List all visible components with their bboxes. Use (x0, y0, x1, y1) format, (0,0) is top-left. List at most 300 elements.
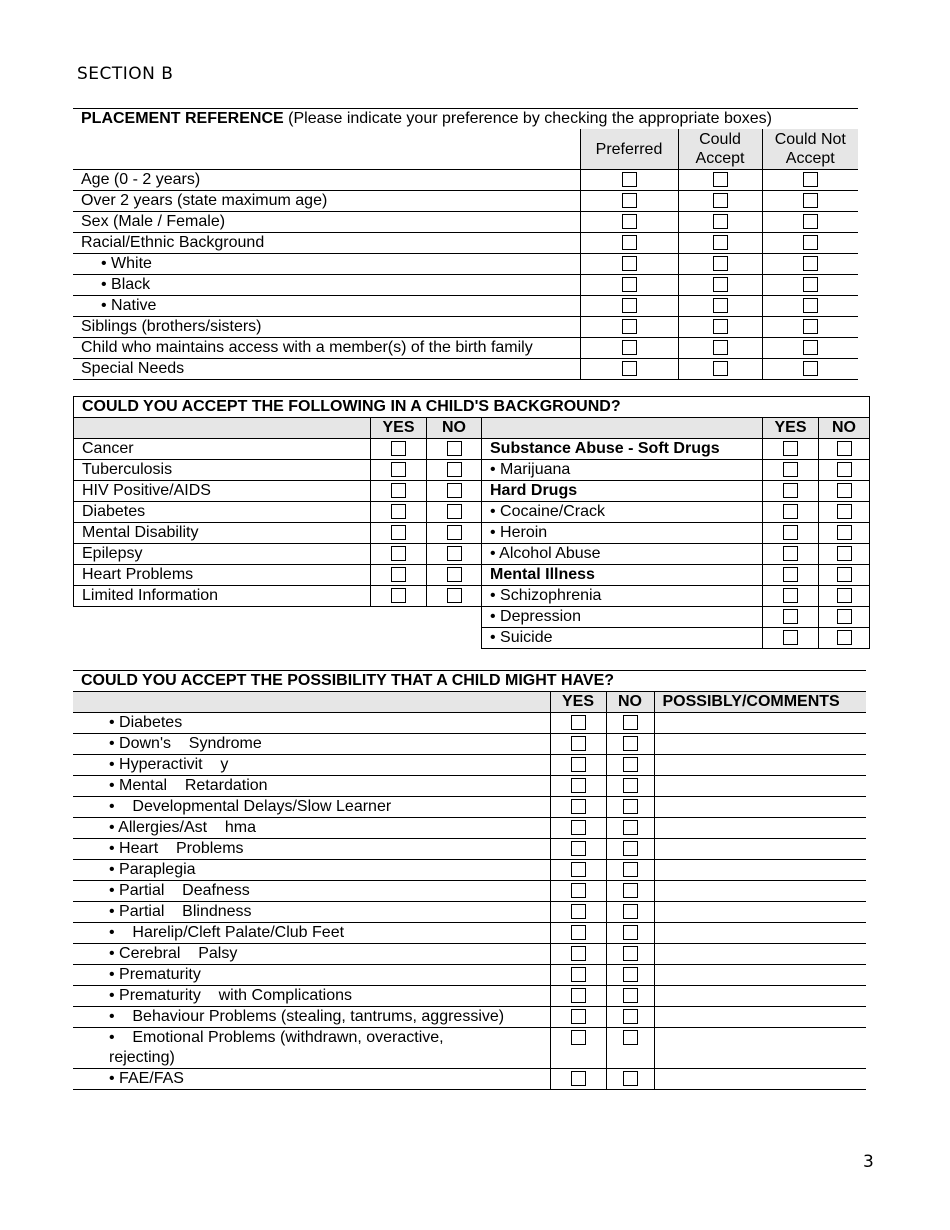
checkbox-no[interactable] (623, 967, 638, 982)
bg-right-yes-cell (763, 481, 819, 502)
checkbox-no[interactable] (623, 904, 638, 919)
bg-left-no-cell (427, 586, 482, 607)
poss-comment-cell[interactable] (654, 881, 866, 902)
placement-row-text: Racial/Ethnic Background (81, 234, 265, 251)
possibility-row (73, 986, 866, 1007)
placement-cell-could-not-accept (762, 338, 858, 359)
bg-right-yes-cell (763, 628, 819, 649)
poss-no-cell (606, 755, 654, 776)
checkbox-no[interactable] (837, 588, 852, 603)
checkbox-yes[interactable] (571, 883, 586, 898)
checkbox-could-accept[interactable] (713, 256, 728, 271)
possibility-label (73, 965, 550, 986)
checkbox-yes[interactable] (571, 757, 586, 772)
placement-row-text: Over 2 years (state maximum age) (81, 192, 328, 209)
bg-right-label: Mental Illness (482, 565, 763, 586)
background-row (74, 544, 870, 565)
poss-yes-cell (550, 1069, 606, 1090)
checkbox-preferred[interactable] (622, 361, 637, 376)
background-row (74, 439, 870, 460)
checkbox-preferred[interactable] (622, 235, 637, 250)
poss-yes-cell (550, 734, 606, 755)
placement-cell-preferred (580, 296, 678, 317)
poss-comment-cell[interactable] (654, 923, 866, 944)
checkbox-yes[interactable] (391, 588, 406, 603)
bg-yes-right: YES (763, 418, 819, 439)
checkbox-yes[interactable] (571, 799, 586, 814)
checkbox-no[interactable] (837, 630, 852, 645)
placement-title-rest: (Please indicate your preference by checking the appropriate boxes) (283, 110, 772, 127)
placement-row-label (73, 233, 580, 254)
checkbox-could-not-accept[interactable] (803, 214, 818, 229)
poss-yes-cell (550, 797, 606, 818)
possibility-row (73, 881, 866, 902)
checkbox-could-not-accept[interactable] (803, 340, 818, 355)
possibility-text: • Partial Blindness (109, 903, 252, 920)
checkbox-yes[interactable] (783, 567, 798, 582)
checkbox-no[interactable] (623, 1071, 638, 1086)
poss-yes-cell (550, 965, 606, 986)
placement-row-label: • Black (73, 275, 580, 296)
poss-yes: YES (550, 692, 606, 713)
checkbox-yes[interactable] (571, 1071, 586, 1086)
possibility-label (73, 818, 550, 839)
poss-comment-cell[interactable] (654, 755, 866, 776)
possibility-label (73, 986, 550, 1007)
page-number: 3 (863, 1152, 874, 1172)
col-preferred (580, 129, 678, 170)
checkbox-could-accept[interactable] (713, 319, 728, 334)
poss-yes-cell (550, 713, 606, 734)
checkbox-preferred[interactable] (622, 277, 637, 292)
checkbox-preferred[interactable] (622, 193, 637, 208)
checkbox-no[interactable] (447, 567, 462, 582)
placement-cell-could-not-accept (762, 170, 858, 191)
bg-empty (74, 628, 482, 649)
placement-title-bold: PLACEMENT REFERENCE (81, 110, 284, 127)
checkbox-no[interactable] (447, 483, 462, 498)
possibility-row (73, 734, 866, 755)
checkbox-no[interactable] (447, 462, 462, 477)
checkbox-preferred[interactable] (622, 172, 637, 187)
poss-no-cell (606, 902, 654, 923)
possibility-row (73, 860, 866, 881)
checkbox-yes[interactable] (571, 988, 586, 1003)
bg-right-label: • Suicide (482, 628, 763, 649)
poss-yes-cell (550, 839, 606, 860)
checkbox-yes[interactable] (571, 820, 586, 835)
bg-left-no-cell (427, 460, 482, 481)
checkbox-no[interactable] (623, 841, 638, 856)
checkbox-could-not-accept[interactable] (803, 277, 818, 292)
bg-right-yes-cell (763, 607, 819, 628)
checkbox-yes[interactable] (571, 904, 586, 919)
placement-row (73, 338, 858, 359)
checkbox-yes[interactable] (571, 946, 586, 961)
placement-row-label (73, 191, 580, 212)
col-could-not-accept (762, 129, 858, 170)
bg-left-yes-cell (371, 460, 427, 481)
bg-header-blank-right (482, 418, 763, 439)
poss-yes-cell (550, 818, 606, 839)
checkbox-no[interactable] (837, 525, 852, 540)
poss-comment-cell[interactable] (654, 965, 866, 986)
placement-cell-could-not-accept (762, 233, 858, 254)
possibility-row (73, 902, 866, 923)
placement-row (73, 359, 858, 380)
bg-right-label: • Cocaine/Crack (482, 502, 763, 523)
possibility-row (73, 923, 866, 944)
poss-comment-cell[interactable] (654, 1028, 866, 1069)
bg-left-label: Diabetes (74, 502, 371, 523)
placement-row-label (73, 338, 580, 359)
placement-title (73, 109, 858, 130)
checkbox-no[interactable] (623, 1009, 638, 1024)
checkbox-yes[interactable] (391, 567, 406, 582)
bg-left-no-cell (427, 439, 482, 460)
possibility-text: • Heart Problems (109, 840, 244, 857)
placement-row-label (73, 317, 580, 338)
checkbox-preferred[interactable] (622, 298, 637, 313)
possibility-row (73, 776, 866, 797)
possibility-label (73, 839, 550, 860)
checkbox-yes[interactable] (391, 462, 406, 477)
bg-left-label: HIV Positive/AIDS (74, 481, 371, 502)
placement-cell-could-not-accept (762, 275, 858, 296)
possibility-text: • Prematurity with Complications (109, 987, 353, 1004)
bg-right-no-cell (819, 523, 870, 544)
checkbox-could-accept[interactable] (713, 361, 728, 376)
poss-no-cell (606, 818, 654, 839)
bg-right-yes-cell (763, 439, 819, 460)
section-title: SECTION B (77, 64, 174, 84)
poss-comment-cell[interactable] (654, 734, 866, 755)
placement-row (73, 254, 858, 275)
bg-right-label: • Marijuana (482, 460, 763, 481)
col-could-accept-l1: Could (699, 131, 741, 148)
checkbox-no[interactable] (837, 441, 852, 456)
checkbox-yes[interactable] (391, 546, 406, 561)
bg-right-no-cell (819, 502, 870, 523)
checkbox-no[interactable] (623, 988, 638, 1003)
poss-yes-cell (550, 755, 606, 776)
possibility-text: • Prematurity (109, 966, 201, 983)
placement-cell-preferred (580, 212, 678, 233)
checkbox-yes[interactable] (783, 546, 798, 561)
possibility-label (73, 944, 550, 965)
bg-right-no-cell (819, 460, 870, 481)
placement-reference-table (73, 108, 858, 380)
bg-right-label: • Alcohol Abuse (482, 544, 763, 565)
poss-no-cell (606, 860, 654, 881)
possibility-text: • Behaviour Problems (stealing, tantrums, aggressive) (109, 1008, 505, 1025)
background-row (74, 502, 870, 523)
checkbox-no[interactable] (447, 588, 462, 603)
checkbox-no[interactable] (623, 925, 638, 940)
possibility-row (73, 755, 866, 776)
checkbox-yes[interactable] (783, 441, 798, 456)
col-could-accept-l2: Accept (695, 150, 745, 167)
bg-left-yes-cell (371, 439, 427, 460)
possibility-text: • Hyperactivit y (109, 756, 229, 773)
bg-right-label: • Schizophrenia (482, 586, 763, 607)
bg-left-yes-cell (371, 502, 427, 523)
checkbox-yes[interactable] (783, 483, 798, 498)
checkbox-yes[interactable] (571, 862, 586, 877)
bg-right-yes-cell (763, 544, 819, 565)
possibility-label (73, 1069, 550, 1090)
bg-left-label: Cancer (74, 439, 371, 460)
poss-comment-cell[interactable] (654, 818, 866, 839)
checkbox-preferred[interactable] (622, 214, 637, 229)
checkbox-yes[interactable] (391, 504, 406, 519)
background-row (74, 586, 870, 607)
checkbox-no[interactable] (623, 799, 638, 814)
checkbox-no[interactable] (623, 757, 638, 772)
checkbox-yes[interactable] (783, 504, 798, 519)
placement-cell-could-not-accept (762, 212, 858, 233)
possibility-label (73, 713, 550, 734)
bg-right-no-cell (819, 607, 870, 628)
placement-cell-could-accept (678, 317, 762, 338)
bg-left-label: Heart Problems (74, 565, 371, 586)
bg-right-label: Substance Abuse - Soft Drugs (482, 439, 763, 460)
checkbox-no[interactable] (837, 483, 852, 498)
bg-right-yes-cell (763, 565, 819, 586)
placement-row-label (73, 359, 580, 380)
possibility-text: • Cerebral Palsy (109, 945, 238, 962)
poss-comment-cell[interactable] (654, 944, 866, 965)
checkbox-no[interactable] (447, 546, 462, 561)
poss-comment-cell[interactable] (654, 902, 866, 923)
checkbox-yes[interactable] (571, 1030, 586, 1045)
bg-left-yes-cell (371, 565, 427, 586)
checkbox-preferred[interactable] (622, 319, 637, 334)
poss-comments: POSSIBLY/COMMENTS (654, 692, 866, 713)
bg-right-no-cell (819, 481, 870, 502)
possibility-label (73, 1007, 550, 1028)
possibility-label (73, 902, 550, 923)
poss-no-cell (606, 986, 654, 1007)
checkbox-could-accept[interactable] (713, 214, 728, 229)
placement-cell-could-accept (678, 359, 762, 380)
bg-left-no-cell (427, 565, 482, 586)
possibility-label (73, 1028, 550, 1069)
poss-header-blank (73, 692, 550, 713)
checkbox-could-not-accept[interactable] (803, 361, 818, 376)
possibility-table (73, 670, 866, 1090)
checkbox-yes[interactable] (571, 841, 586, 856)
placement-row-text: Special Needs (81, 360, 185, 377)
checkbox-no[interactable] (623, 715, 638, 730)
poss-no: NO (606, 692, 654, 713)
poss-comment-cell[interactable] (654, 713, 866, 734)
placement-cell-could-not-accept (762, 317, 858, 338)
possibility-row (73, 713, 866, 734)
bg-left-yes-cell (371, 544, 427, 565)
possibility-text: • Down's Syndrome (109, 735, 262, 752)
poss-no-cell (606, 944, 654, 965)
checkbox-could-not-accept[interactable] (803, 298, 818, 313)
poss-yes-cell (550, 986, 606, 1007)
poss-yes-cell (550, 1007, 606, 1028)
bg-no-right: NO (819, 418, 870, 439)
checkbox-preferred[interactable] (622, 340, 637, 355)
checkbox-no[interactable] (837, 609, 852, 624)
possibility-text: • Emotional Problems (withdrawn, overactive, rejecting) (109, 1029, 449, 1066)
placement-row (73, 233, 858, 254)
bg-right-label: • Heroin (482, 523, 763, 544)
placement-cell-could-accept (678, 254, 762, 275)
possibility-text: • Partial Deafness (109, 882, 250, 899)
bg-left-no-cell (427, 523, 482, 544)
checkbox-could-not-accept[interactable] (803, 319, 818, 334)
bg-left-no-cell (427, 481, 482, 502)
placement-cell-preferred (580, 233, 678, 254)
col-could-not-l2: Accept (785, 150, 835, 167)
checkbox-yes[interactable] (391, 441, 406, 456)
poss-comment-cell[interactable] (654, 839, 866, 860)
placement-cell-preferred (580, 317, 678, 338)
poss-yes-cell (550, 923, 606, 944)
checkbox-preferred[interactable] (622, 256, 637, 271)
placement-row-text: Sex (Male / Female) (81, 213, 226, 230)
checkbox-could-not-accept[interactable] (803, 193, 818, 208)
placement-cell-preferred (580, 338, 678, 359)
checkbox-yes[interactable] (571, 925, 586, 940)
bg-empty (74, 607, 482, 628)
checkbox-no[interactable] (623, 862, 638, 877)
possibility-text: • Diabetes (109, 714, 183, 731)
background-row (74, 565, 870, 586)
placement-cell-could-not-accept (762, 359, 858, 380)
possibility-label (73, 776, 550, 797)
poss-comment-cell[interactable] (654, 797, 866, 818)
possibility-row (73, 944, 866, 965)
bg-left-yes-cell (371, 586, 427, 607)
background-row (74, 628, 870, 649)
checkbox-yes[interactable] (391, 483, 406, 498)
checkbox-no[interactable] (623, 883, 638, 898)
checkbox-no[interactable] (837, 546, 852, 561)
placement-cell-could-accept (678, 191, 762, 212)
checkbox-yes[interactable] (571, 1009, 586, 1024)
poss-comment-cell[interactable] (654, 986, 866, 1007)
placement-cell-preferred (580, 275, 678, 296)
placement-row-label: • Native (73, 296, 580, 317)
checkbox-no[interactable] (447, 525, 462, 540)
poss-yes-cell (550, 902, 606, 923)
checkbox-could-accept[interactable] (713, 277, 728, 292)
bg-right-label: • Depression (482, 607, 763, 628)
bg-left-yes-cell (371, 481, 427, 502)
placement-row (73, 170, 858, 191)
poss-comment-cell[interactable] (654, 860, 866, 881)
checkbox-could-accept[interactable] (713, 298, 728, 313)
checkbox-yes[interactable] (571, 715, 586, 730)
placement-row-text: Child who maintains access with a member(s) of the birth family (81, 339, 533, 356)
placement-row-text: Siblings (brothers/sisters) (81, 318, 262, 335)
placement-row (73, 275, 858, 296)
checkbox-no[interactable] (623, 946, 638, 961)
placement-row-label (73, 170, 580, 191)
checkbox-no[interactable] (837, 567, 852, 582)
possibility-row (73, 1007, 866, 1028)
possibility-text: • Harelip/Cleft Palate/Club Feet (109, 924, 345, 941)
checkbox-no[interactable] (623, 736, 638, 751)
bg-right-no-cell (819, 586, 870, 607)
bg-left-yes-cell (371, 523, 427, 544)
bg-right-yes-cell (763, 460, 819, 481)
checkbox-could-not-accept[interactable] (803, 172, 818, 187)
checkbox-could-accept[interactable] (713, 340, 728, 355)
bg-yes-left: YES (371, 418, 427, 439)
checkbox-yes[interactable] (783, 630, 798, 645)
placement-cell-could-not-accept (762, 254, 858, 275)
placement-cell-could-not-accept (762, 191, 858, 212)
checkbox-no[interactable] (447, 441, 462, 456)
checkbox-no[interactable] (623, 820, 638, 835)
checkbox-no[interactable] (623, 778, 638, 793)
poss-comment-cell[interactable] (654, 1007, 866, 1028)
checkbox-yes[interactable] (571, 736, 586, 751)
checkbox-yes[interactable] (571, 967, 586, 982)
bg-right-yes-cell (763, 586, 819, 607)
poss-no-cell (606, 734, 654, 755)
bg-right-yes-cell (763, 523, 819, 544)
checkbox-no[interactable] (837, 462, 852, 477)
possibility-label (73, 755, 550, 776)
checkbox-yes[interactable] (571, 778, 586, 793)
possibility-row (73, 1069, 866, 1090)
placement-header-blank (73, 129, 580, 170)
placement-cell-could-accept (678, 170, 762, 191)
checkbox-yes[interactable] (391, 525, 406, 540)
checkbox-yes[interactable] (783, 588, 798, 603)
possibility-text: • Allergies/Ast hma (109, 819, 256, 836)
possibility-label (73, 797, 550, 818)
checkbox-could-accept[interactable] (713, 235, 728, 250)
background-table (73, 396, 870, 649)
checkbox-no[interactable] (447, 504, 462, 519)
checkbox-yes[interactable] (783, 462, 798, 477)
placement-cell-preferred (580, 359, 678, 380)
checkbox-could-not-accept[interactable] (803, 256, 818, 271)
placement-row (73, 317, 858, 338)
possibility-label (73, 881, 550, 902)
placement-row-label: • White (73, 254, 580, 275)
possibility-label (73, 860, 550, 881)
bg-right-label: Hard Drugs (482, 481, 763, 502)
checkbox-could-not-accept[interactable] (803, 235, 818, 250)
placement-cell-preferred (580, 254, 678, 275)
background-title: COULD YOU ACCEPT THE FOLLOWING IN A CHILD'S BACKGROUND? (74, 397, 870, 418)
bg-right-no-cell (819, 565, 870, 586)
checkbox-no[interactable] (837, 504, 852, 519)
bg-right-no-cell (819, 544, 870, 565)
poss-comment-cell[interactable] (654, 1069, 866, 1090)
placement-row (73, 191, 858, 212)
poss-comment-cell[interactable] (654, 776, 866, 797)
checkbox-could-accept[interactable] (713, 193, 728, 208)
col-preferred-label: Preferred (595, 140, 663, 158)
possibility-title: COULD YOU ACCEPT THE POSSIBILITY THAT A CHILD MIGHT HAVE? (73, 671, 866, 692)
checkbox-could-accept[interactable] (713, 172, 728, 187)
checkbox-no[interactable] (623, 1030, 638, 1045)
bg-right-no-cell (819, 439, 870, 460)
checkbox-yes[interactable] (783, 525, 798, 540)
checkbox-yes[interactable] (783, 609, 798, 624)
